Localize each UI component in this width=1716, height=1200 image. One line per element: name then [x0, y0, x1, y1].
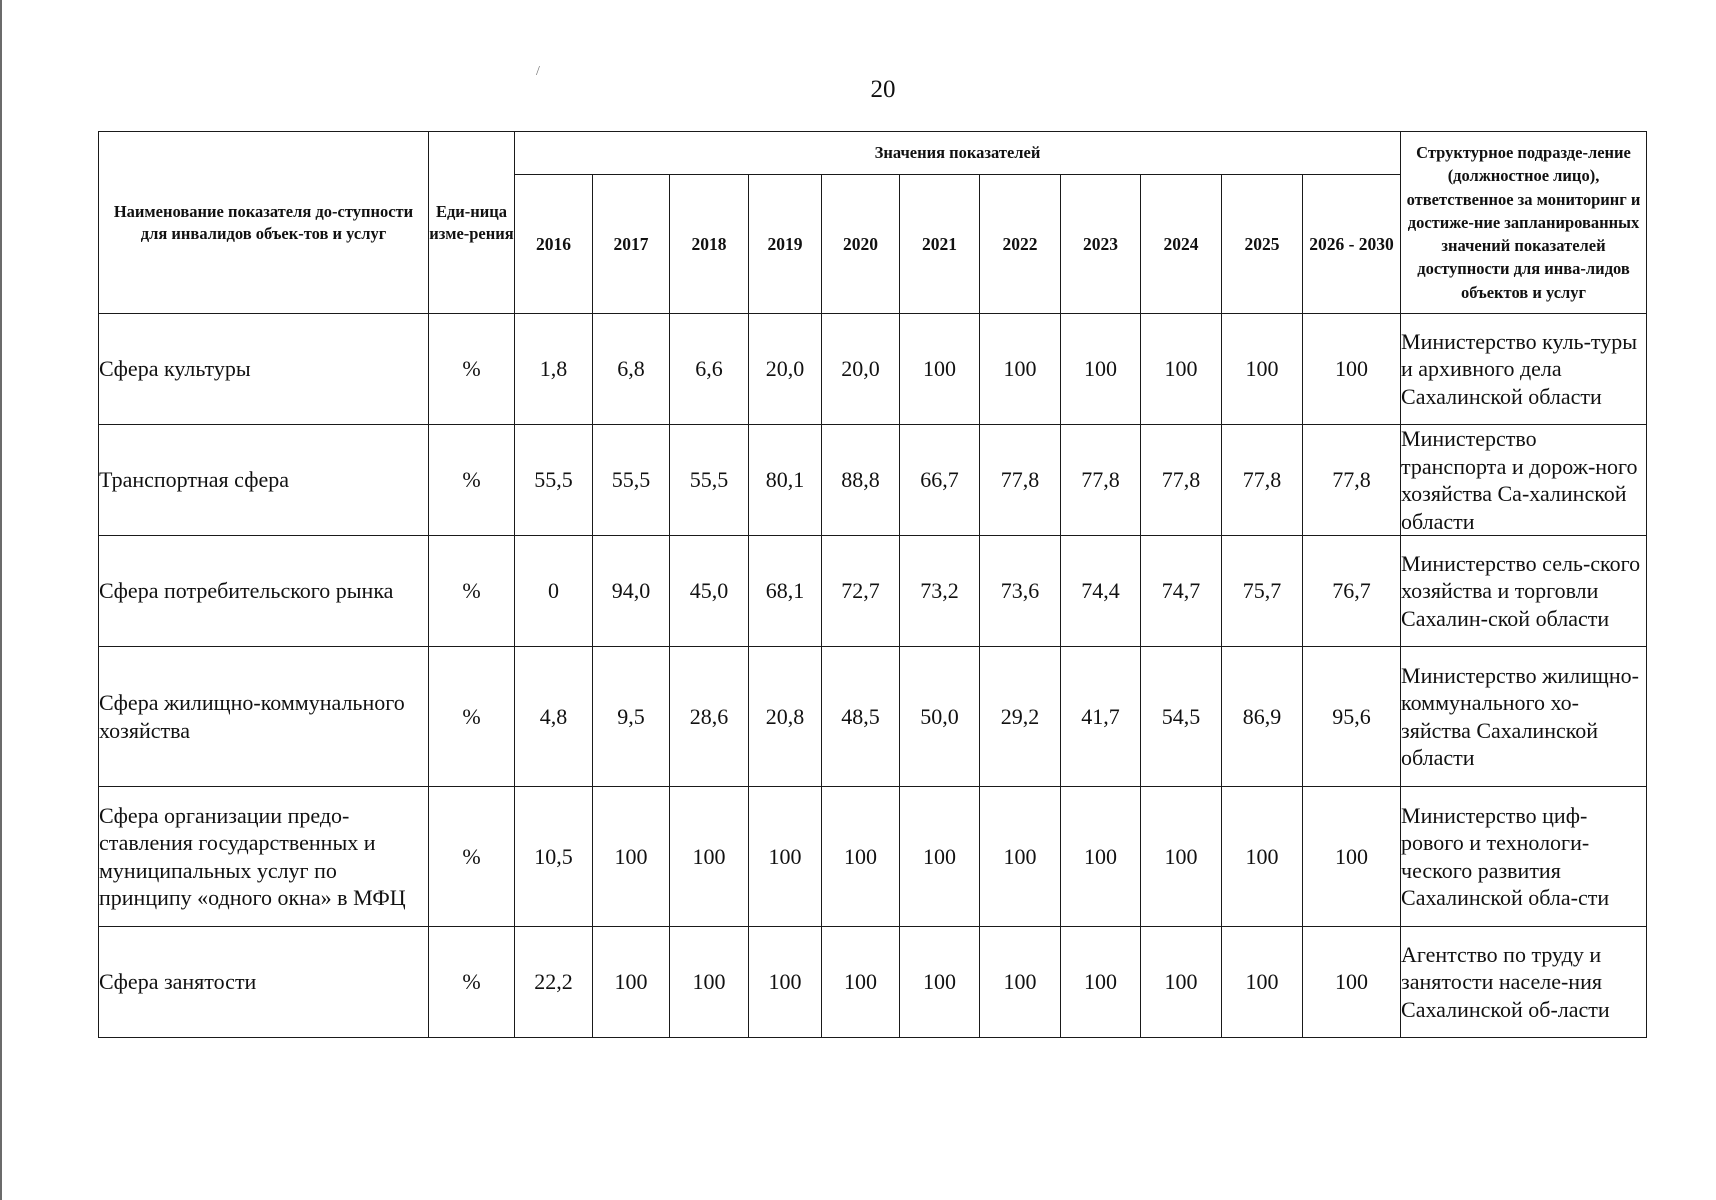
value-cell: 9,5	[593, 647, 670, 787]
value-cell: 100	[1303, 314, 1401, 425]
header-row-1	[99, 132, 1647, 175]
table-row	[99, 647, 1647, 787]
value-cell: 100	[1303, 787, 1401, 927]
value-cell: 86,9	[1222, 647, 1303, 787]
row-name: Сфера жилищно-коммунального хозяйства	[99, 647, 429, 787]
value-cell: 41,7	[1061, 647, 1141, 787]
value-cell: 10,5	[515, 787, 593, 927]
value-cell: 48,5	[822, 647, 900, 787]
row-name: Сфера потребительского рынка	[99, 536, 429, 647]
value-cell: 100	[900, 787, 980, 927]
value-cell: 68,1	[749, 536, 822, 647]
row-unit: %	[429, 927, 515, 1038]
row-name: Сфера организации предо-ставления государственных и муниципальных услуг по принципу «одного окна» в МФЦ	[99, 787, 429, 927]
header-year: 2025	[1222, 175, 1303, 314]
value-cell: 100	[1222, 314, 1303, 425]
row-unit: %	[429, 787, 515, 927]
value-cell: 0	[515, 536, 593, 647]
header-year: 2024	[1141, 175, 1222, 314]
value-cell: 75,7	[1222, 536, 1303, 647]
value-cell: 76,7	[1303, 536, 1401, 647]
row-department: Министерство куль-туры и архивного дела Сахалинской области	[1401, 314, 1647, 425]
header-year: 2022	[980, 175, 1061, 314]
row-name: Сфера занятости	[99, 927, 429, 1038]
header-year: 2019	[749, 175, 822, 314]
value-cell: 100	[822, 787, 900, 927]
value-cell: 77,8	[1303, 425, 1401, 536]
value-cell: 20,0	[822, 314, 900, 425]
value-cell: 55,5	[593, 425, 670, 536]
row-name: Транспортная сфера	[99, 425, 429, 536]
value-cell: 6,8	[593, 314, 670, 425]
value-cell: 77,8	[980, 425, 1061, 536]
value-cell: 100	[1303, 927, 1401, 1038]
value-cell: 72,7	[822, 536, 900, 647]
header-year: 2021	[900, 175, 980, 314]
scan-speck: /	[536, 64, 540, 79]
value-cell: 28,6	[670, 647, 749, 787]
value-cell: 50,0	[900, 647, 980, 787]
table-row	[99, 787, 1647, 927]
row-unit: %	[429, 425, 515, 536]
header-year: 2020	[822, 175, 900, 314]
value-cell: 66,7	[900, 425, 980, 536]
value-cell: 54,5	[1141, 647, 1222, 787]
table-row	[99, 314, 1647, 425]
value-cell: 95,6	[1303, 647, 1401, 787]
header-year: 2023	[1061, 175, 1141, 314]
row-department: Министерство жилищно-коммунального хо-зяйства Сахалинской области	[1401, 647, 1647, 787]
value-cell: 77,8	[1061, 425, 1141, 536]
row-unit: %	[429, 536, 515, 647]
value-cell: 100	[900, 927, 980, 1038]
value-cell: 74,7	[1141, 536, 1222, 647]
value-cell: 77,8	[1222, 425, 1303, 536]
value-cell: 55,5	[670, 425, 749, 536]
value-cell: 45,0	[670, 536, 749, 647]
value-cell: 1,8	[515, 314, 593, 425]
row-unit: %	[429, 647, 515, 787]
row-department: Министерство циф-рового и технологи-ческого развития Сахалинской обла-сти	[1401, 787, 1647, 927]
value-cell: 80,1	[749, 425, 822, 536]
value-cell: 20,0	[749, 314, 822, 425]
value-cell: 100	[749, 927, 822, 1038]
page-number: 20	[870, 76, 896, 103]
value-cell: 100	[1141, 927, 1222, 1038]
value-cell: 100	[1061, 927, 1141, 1038]
value-cell: 55,5	[515, 425, 593, 536]
value-cell: 100	[1222, 927, 1303, 1038]
row-department: Министерство транспорта и дорож-ного хозяйства Са-халинской области	[1401, 425, 1647, 536]
value-cell: 100	[670, 927, 749, 1038]
value-cell: 94,0	[593, 536, 670, 647]
value-cell: 6,6	[670, 314, 749, 425]
value-cell: 73,6	[980, 536, 1061, 647]
value-cell: 29,2	[980, 647, 1061, 787]
value-cell: 100	[900, 314, 980, 425]
row-department: Агентство по труду и занятости населе-ния Сахалинской об-ласти	[1401, 927, 1647, 1038]
header-year: 2016	[515, 175, 593, 314]
header-indicator-name: Наименование показателя до-ступности для инвалидов объек-тов и услуг	[99, 132, 429, 314]
table-row	[99, 425, 1647, 536]
value-cell: 100	[670, 787, 749, 927]
value-cell: 100	[749, 787, 822, 927]
row-name: Сфера культуры	[99, 314, 429, 425]
value-cell: 100	[593, 927, 670, 1038]
value-cell: 100	[822, 927, 900, 1038]
table-row	[99, 927, 1647, 1038]
header-unit: Еди-ница изме-рения	[429, 132, 515, 314]
value-cell: 100	[1141, 787, 1222, 927]
value-cell: 73,2	[900, 536, 980, 647]
table-row	[99, 536, 1647, 647]
value-cell: 100	[1061, 314, 1141, 425]
header-values: Значения показателей	[515, 132, 1401, 175]
value-cell: 20,8	[749, 647, 822, 787]
value-cell: 100	[1061, 787, 1141, 927]
value-cell: 22,2	[515, 927, 593, 1038]
value-cell: 88,8	[822, 425, 900, 536]
value-cell: 77,8	[1141, 425, 1222, 536]
value-cell: 4,8	[515, 647, 593, 787]
header-year: 2018	[670, 175, 749, 314]
header-department: Структурное подразде-ление (должностное лицо), ответственное за мониторинг и достиже-ние запланированных значений показателей доступности для инва-лидов объектов и услуг	[1401, 132, 1647, 314]
header-year: 2026 - 2030	[1303, 175, 1401, 314]
value-cell: 74,4	[1061, 536, 1141, 647]
header-year: 2017	[593, 175, 670, 314]
value-cell: 100	[980, 927, 1061, 1038]
value-cell: 100	[980, 314, 1061, 425]
value-cell: 100	[1141, 314, 1222, 425]
page-edge	[0, 0, 2, 1200]
value-cell: 100	[593, 787, 670, 927]
indicators-table	[98, 131, 1647, 1038]
row-unit: %	[429, 314, 515, 425]
value-cell: 100	[980, 787, 1061, 927]
value-cell: 100	[1222, 787, 1303, 927]
row-department: Министерство сель-ского хозяйства и торговли Сахалин-ской области	[1401, 536, 1647, 647]
